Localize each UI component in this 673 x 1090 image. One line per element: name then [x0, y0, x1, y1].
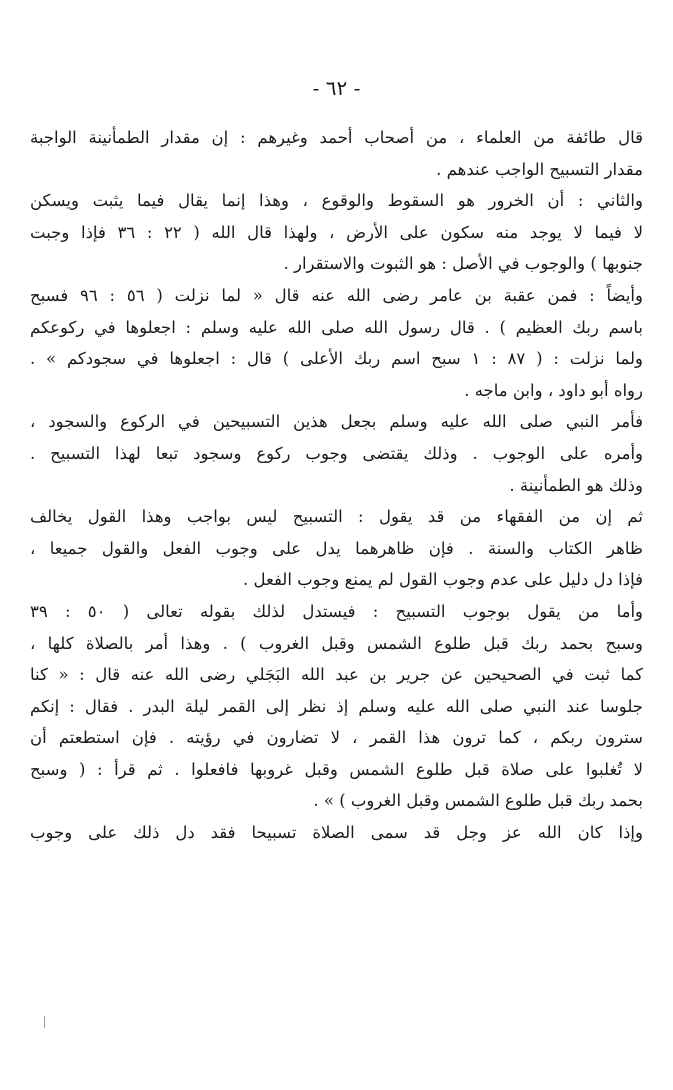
text-line: والثاني : أن الخرور هو السقوط والوقوع ، وهذا إنما يقال فيما يثبت ويسكن — [30, 191, 643, 211]
text-line: قال طائفة من العلماء ، من أصحاب أحمد وغيرهم : إن مقدار الطمأنينة الواجبة — [30, 128, 643, 147]
text-line: وأيضاً : فمن عقبة بن عامر رضى الله عنه قال « لما نزلت ( ٥٦ : ٩٦ فسبح — [30, 285, 643, 305]
text-line: جلوسا عند النبي صلى الله عليه وسلم إذ نظر إلى القمر ليلة البدر . فقال : إنكم — [30, 696, 643, 716]
margin-mark — [44, 1016, 45, 1028]
text-line: ثم إن من الفقهاء من قد يقول : التسبيح ليس بواجب وهذا القول يخالف — [30, 507, 643, 527]
text-body — [30, 122, 643, 849]
text-line: كما ثبت في الصحيحين عن جرير بن عبد الله البَجَلي رضى الله عنه قال : « كنا — [30, 665, 643, 685]
text-line: باسم ربك العظيم ) . قال رسول الله صلى الله عليه وسلم : اجعلوها في ركوعكم — [30, 317, 643, 337]
text-line: فإذا دل دليل على عدم وجوب القول لم يمنع وجوب الفعل . — [243, 570, 643, 590]
text-line: وأما من يقول بوجوب التسبيح : فيستدل لذلك بقوله تعالى ( ٥٠ : ٣٩ — [30, 601, 643, 621]
text-line: رواه أبو داود ، وابن ماجه . — [464, 380, 643, 400]
text-line: وذلك هو الطمأنينة . — [509, 475, 643, 495]
text-line: بحمد ربك قبل طلوع الشمس وقبل الغروب ) » . — [313, 791, 643, 811]
text-line: لا فيما لا يوجد منه سكون على الأرض ، ولهذا قال الله ( ٢٢ : ٣٦ فإذا وجبت — [30, 222, 643, 242]
text-line: مقدار التسبيح الواجب عندهم . — [436, 159, 643, 179]
text-line: ولما نزلت : ( ٨٧ : ١ سبح اسم ربك الأعلى ) قال : اجعلوها في سجودكم » . — [30, 349, 643, 369]
text-line: سترون ربكم ، كما ترون هذا القمر ، لا تضارون في رؤيته . فإن استطعتم أن — [30, 728, 643, 748]
text-line: ظاهر الكتاب والسنة . فإن ظاهرهما يدل على وجوب الفعل والقول جميعا ، — [30, 538, 643, 558]
text-line: وسبح بحمد ربك قبل طلوع الشمس وقبل الغروب ) . وهذا أمر بالصلاة كلها ، — [30, 633, 643, 653]
page-number: - ٦٢ - — [312, 76, 361, 100]
text-line: وإذا كان الله عز وجل قد سمى الصلاة تسبيحا فقد دل ذلك على وجوب — [30, 823, 643, 843]
text-line: لا تُغلبوا على صلاة قبل طلوع الشمس وقبل غروبها فافعلوا . ثم قرأ : ( وسبح — [30, 759, 643, 779]
text-line: وأمره على الوجوب . وذلك يقتضى وجوب ركوع وسجود تبعا لهذا التسبيح . — [30, 443, 643, 463]
text-line: جنوبها ) والوجوب في الأصل : هو الثبوت والاستقرار . — [283, 254, 643, 274]
text-line: فأمر النبي صلى الله عليه وسلم بجعل هذين التسبيحين في الركوع والسجود ، — [30, 412, 643, 432]
